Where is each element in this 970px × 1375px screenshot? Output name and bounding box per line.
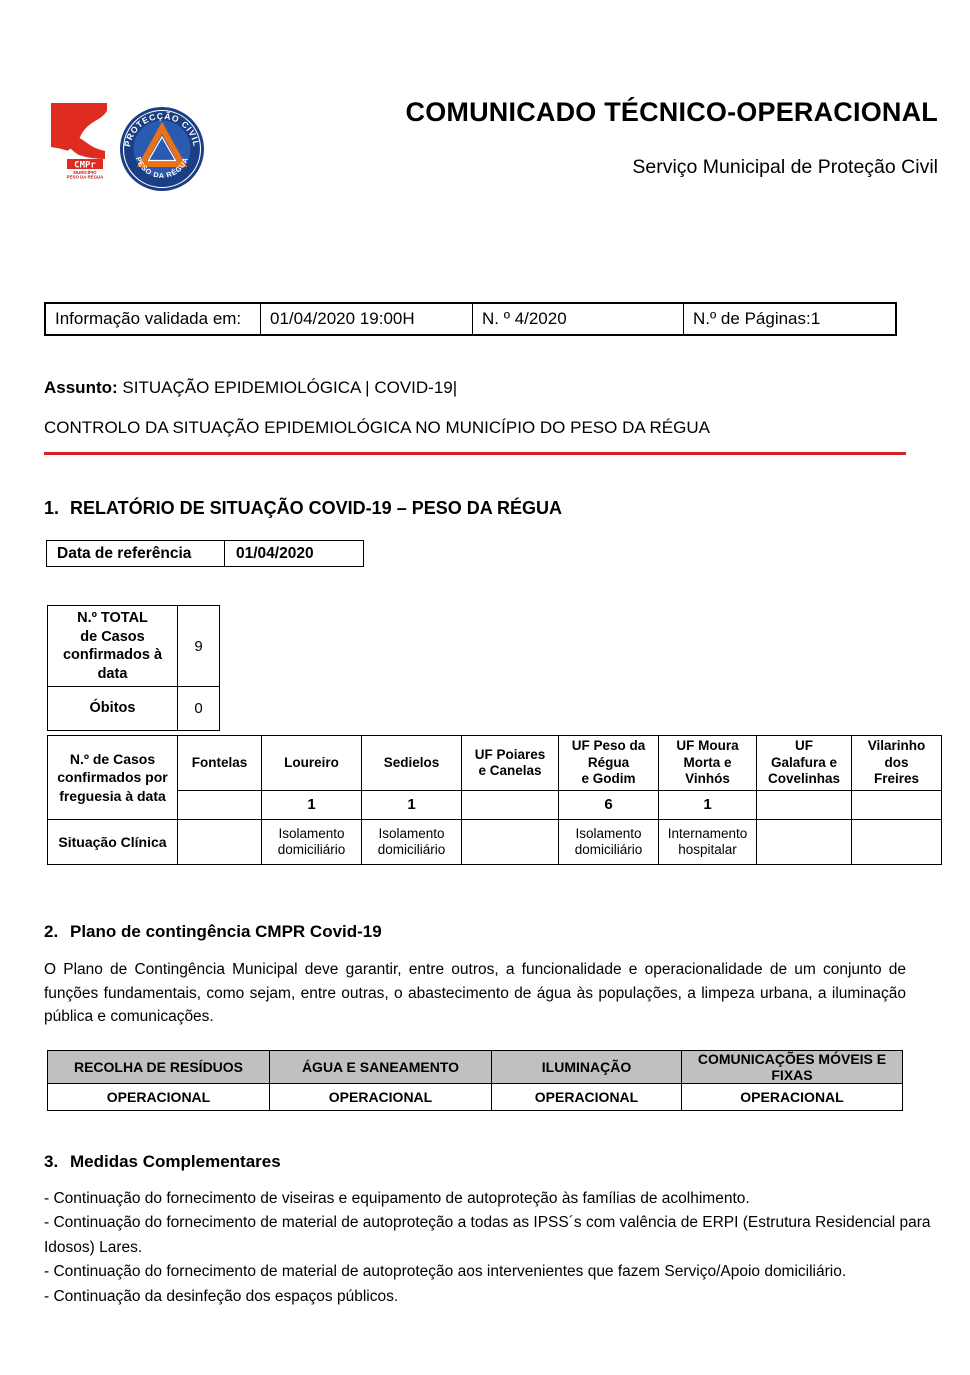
validated-label: Informação validada em: (46, 304, 261, 334)
subject-value: SITUAÇÃO EPIDEMIOLÓGICA | COVID-19| (122, 378, 458, 397)
header-line: UF Peso da (571, 738, 646, 754)
cmpr-logo-wordmark: CMPr (74, 160, 96, 171)
table-row-parish-headers (48, 736, 942, 791)
header-line: Sedielos (383, 754, 440, 770)
clinical-status-uf-galafura-e-covelinhas (757, 820, 852, 865)
header-line: Vinhós (685, 771, 730, 787)
parish-header-uf-galafura-e-covelinhas (757, 736, 852, 791)
status-line: Internamento (667, 825, 748, 841)
header-line: Covelinhas (767, 771, 841, 787)
label-line: de Casos (80, 628, 145, 645)
clinical-status-vilarinho-dos-freires (852, 820, 942, 865)
status-line: domiciliário (574, 842, 643, 857)
label-line: N.º de Casos (69, 751, 156, 768)
table-row-service-values (48, 1084, 903, 1111)
parish-count-uf-poiares-e-canelas (462, 791, 559, 820)
label-line: freguesia à data (59, 787, 166, 804)
section-3-heading (44, 1152, 281, 1172)
parish-header-uf-peso-da-regua-e-godim (559, 736, 659, 791)
reference-date-box (46, 540, 364, 567)
header-line: UF Poiares (474, 746, 546, 762)
service-header-lighting: ILUMINAÇÃO (492, 1051, 682, 1084)
clinical-status-uf-peso-da-regua-e-godim (559, 820, 659, 865)
service-status-waste-collection: OPERACIONAL (48, 1084, 270, 1111)
clinical-status-row-label: Situação Clínica (48, 820, 178, 865)
clinical-status-fontelas (178, 820, 262, 865)
header-line: Freires (873, 771, 920, 787)
section-2-heading (44, 922, 382, 942)
parish-count-fontelas (178, 791, 262, 820)
total-cases-value: 9 (178, 606, 220, 687)
table-row-service-headers (48, 1051, 903, 1084)
header-line: Fontelas (191, 754, 248, 770)
service-status-water-sanitation: OPERACIONAL (270, 1084, 492, 1111)
service-header-waste-collection: RECOLHA DE RESÍDUOS (48, 1051, 270, 1084)
document-header (0, 88, 970, 198)
parish-header-loureiro (262, 736, 362, 791)
header-line: dos (884, 754, 909, 770)
validation-info-bar (44, 302, 897, 336)
label-line: confirmados por (57, 769, 168, 786)
total-cases-label (48, 606, 178, 687)
parish-header-uf-moura-morta-e-vinhos (659, 736, 757, 791)
clinical-status-uf-moura-morta-e-vinhos (659, 820, 757, 865)
service-header-water-sanitation: ÁGUA E SANEAMENTO (270, 1051, 492, 1084)
parish-count-uf-peso-da-regua-e-godim: 6 (559, 791, 659, 820)
cmpr-logo-sub1: MUNICÍPIO (73, 170, 97, 175)
parish-header-uf-poiares-e-canelas (462, 736, 559, 791)
header-line: Galafura e (770, 754, 838, 770)
logo-group (45, 96, 220, 191)
subject-block (44, 378, 924, 439)
section-3-number: 3. (44, 1152, 59, 1171)
subject-secondary-line: CONTROLO DA SITUAÇÃO EPIDEMIOLÓGICA NO MUNICÍPIO DO PESO DA RÉGUA (44, 418, 710, 438)
status-line: Isolamento (575, 825, 642, 841)
section-2-number: 2. (44, 922, 59, 941)
deaths-value: 0 (178, 687, 220, 731)
document-subtitle: Serviço Municipal de Proteção Civil (632, 155, 938, 178)
proteccao-civil-emblem-icon (117, 104, 207, 194)
list-item: - Continuação do fornecimento de material de autoproteção a todas as IPSS´s com valência de ERPI (Estrutura Residencial para Idosos) Lares. (44, 1214, 931, 1256)
parish-count-uf-galafura-e-covelinhas (757, 791, 852, 820)
header-title-block (298, 98, 938, 178)
header-line: Vilarinho (867, 738, 926, 754)
reference-date-label: Data de referência (47, 541, 225, 566)
header-line: UF Moura (676, 738, 739, 754)
services-status-table (47, 1050, 903, 1111)
header-line: e Canelas (478, 763, 542, 778)
parish-count-vilarinho-dos-freires (852, 791, 942, 820)
parish-count-loureiro: 1 (262, 791, 362, 820)
cmpr-logo (45, 101, 117, 179)
clinical-status-sedielos (362, 820, 462, 865)
subject-line (44, 378, 924, 398)
status-line: Isolamento (278, 825, 345, 841)
list-item: - Continuação do fornecimento de material de autoproteção aos intervenientes que fazem Serviço/Apoio domiciliário. (44, 1263, 847, 1281)
status-line: domiciliário (377, 842, 446, 857)
service-header-communications: COMUNICAÇÕES MÓVEIS E FIXAS (682, 1051, 903, 1084)
table-row (48, 687, 220, 731)
status-line: Isolamento (378, 825, 445, 841)
table-row-parish-counts (48, 791, 942, 820)
cases-by-parish-row-label (48, 736, 178, 820)
list-item: - Continuação da desinfeção dos espaços públicos. (44, 1287, 399, 1305)
header-line: e Godim (581, 771, 636, 787)
parish-header-vilarinho-dos-freires (852, 736, 942, 791)
document-title: COMUNICADO TÉCNICO-OPERACIONAL (405, 97, 938, 127)
cmpr-logo-sub2: PESO DA RÉGUA (66, 174, 104, 179)
table-row (48, 606, 220, 687)
service-status-lighting: OPERACIONAL (492, 1084, 682, 1111)
page-count: N.º de Páginas:1 (693, 309, 821, 328)
service-status-communications: OPERACIONAL (682, 1084, 903, 1111)
cases-by-parish-table (47, 735, 942, 865)
parish-count-sedielos: 1 (362, 791, 462, 820)
header-line: UF (795, 738, 813, 754)
status-line: hospitalar (678, 842, 737, 857)
deaths-label: Óbitos (48, 687, 178, 731)
clinical-status-uf-poiares-e-canelas (462, 820, 559, 865)
red-divider (44, 452, 906, 455)
label-line: data (97, 665, 128, 682)
section-1-heading (44, 498, 562, 519)
subject-label: Assunto: (44, 378, 118, 397)
table-row-clinical-status (48, 820, 942, 865)
complementary-measures-list (44, 1187, 944, 1309)
clinical-status-loureiro (262, 820, 362, 865)
section-2-title: Plano de contingência CMPR Covid-19 (70, 922, 382, 941)
header-line: Morta e (683, 754, 732, 770)
contingency-plan-paragraph: O Plano de Contingência Municipal deve garantir, entre outros, a funcionalidade e operacionalidade de um conjunto de funções fundamentais, como sejam, entre outras, o abastecimento de água às populações, a limpeza urbana, a iluminação pública e comunicações. (44, 961, 906, 1026)
document-number: N. º 4/2020 (473, 304, 684, 334)
parish-header-fontelas (178, 736, 262, 791)
section-1-number: 1. (44, 498, 60, 518)
section-1-title: RELATÓRIO DE SITUAÇÃO COVID-19 – PESO DA RÉGUA (70, 498, 563, 518)
label-line: confirmados à (62, 647, 163, 664)
label-line: N.º TOTAL (77, 610, 148, 626)
status-line: domiciliário (277, 842, 346, 857)
parish-count-uf-moura-morta-e-vinhos: 1 (659, 791, 757, 820)
parish-header-sedielos (362, 736, 462, 791)
header-line: Loureiro (284, 754, 339, 770)
reference-date-value: 01/04/2020 (236, 544, 314, 562)
list-item: - Continuação do fornecimento de viseiras e equipamento de autoproteção às famílias de acolhimento. (44, 1190, 750, 1207)
svg-text:PESO DA RÉGUA: PESO DA RÉGUA (133, 155, 191, 181)
header-line: Régua (587, 754, 630, 770)
svg-text:PROTECÇÃO CIVIL: PROTECÇÃO CIVIL (122, 110, 202, 148)
totals-table (47, 605, 220, 731)
validated-datetime: 01/04/2020 19:00H (261, 304, 473, 334)
section-3-title: Medidas Complementares (70, 1152, 281, 1171)
